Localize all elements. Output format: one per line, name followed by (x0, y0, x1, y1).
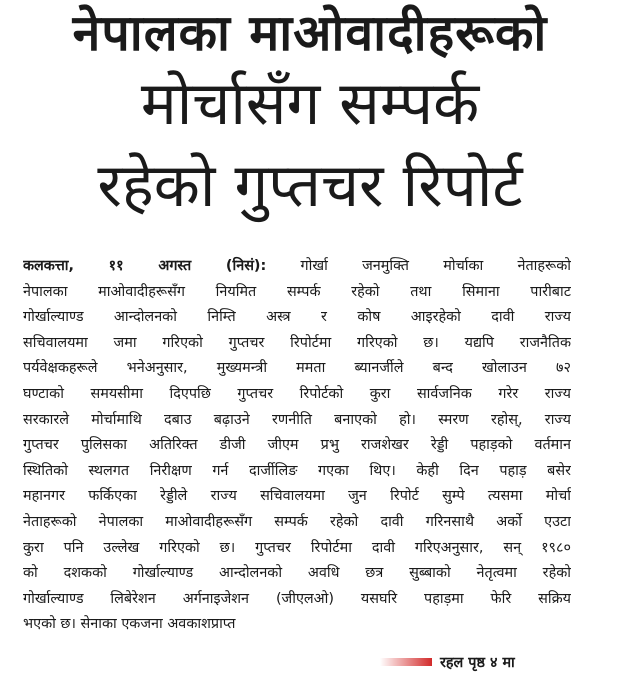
article-body (23, 254, 571, 638)
article-line: गोर्खाल्याण्ड लिबेरेशन अर्गनाइजेशन (जीएलओ) यसघरि पहाड़मा फेरि सक्रिय (23, 590, 571, 607)
article-line: गोर्खाल्याण्ड आन्दोलनको निम्ति अस्त्र र कोष आइरहेको दावी राज्य (23, 309, 571, 326)
article-line: घण्टाको समयसीमा दिएपछि गुप्तचर रिपोर्टको कुरा सार्वजनिक गरेर राज्य (23, 385, 571, 402)
article-line: नेताहरूको नेपालका माओवादीहरूसँग सम्पर्क रहेको दावी गरिनसाथै अर्को एउटा (23, 513, 571, 530)
article-line: कलकत्ता, ११ अगस्त (निसं): गोर्खा जनमुक्ति मोर्चाका नेताहरूको (23, 258, 571, 274)
article-line: कुरा पनि उल्लेख गरिएको छ। गुप्तचर रिपोर्टमा दावी गरिएअनुसार, सन् १९८० (23, 539, 571, 556)
article-line: पर्यवेक्षकहरूले भनेअनुसार, मुख्यमन्त्री ममता ब्यानर्जीले बन्द खोलाउन ७२ (23, 360, 571, 377)
article-line: महानगर फर्किएका रेड्डीले राज्य सचिवालयमा जुन रिपोर्ट सुम्पे त्यसमा मोर्चा (23, 488, 571, 505)
article-line: भएको छ। सेनाका एकजना अवकाशप्राप्त (23, 616, 236, 633)
headline-line-2: मोर्चासँग सम्पर्क (140, 69, 480, 139)
article-line: नेपालका माओवादीहरूसँग नियमित सम्पर्क रहेको तथा सिमाना पारीबाट (23, 283, 571, 300)
dateline: कलकत्ता, ११ अगस्त (निसं): (23, 258, 267, 274)
article-line: गुप्तचर पुलिसका अतिरिक्त डीजी जीएम प्रभु राजशेखर रेड्डी पहाड़को वर्तमान (23, 437, 571, 454)
headline (0, 4, 620, 234)
headline-line-1: नेपालका माओवादीहरूको (72, 4, 548, 62)
article-line: स्थितिको स्थलगत निरीक्षण गर्न दार्जीलिङ गएका थिए। केही दिन पहाड़ बसेर (23, 462, 571, 479)
jump-marker-bar (380, 658, 432, 666)
continued-on-page (380, 650, 515, 674)
article-line: सचिवालयमा जमा गरिएको गुप्तचर रिपोर्टमा गरिएको छ। यद्यपि राजनैतिक (23, 334, 571, 351)
headline-line-3: रहेको गुप्तचर रिपोर्ट (97, 151, 523, 221)
article-line: को दशकको गोर्खाल्याण्ड आन्दोलनको अवधि छत्र सुब्बाको नेतृत्वमा रहेको (23, 565, 571, 582)
jump-text: रहल पृष्ठ ४ मा (440, 654, 515, 671)
article-line: सरकारले मोर्चामाथि दबाउ बढ़ाउने रणनीति बनाएको हो। स्मरण रहोस्, राज्य (23, 411, 571, 428)
